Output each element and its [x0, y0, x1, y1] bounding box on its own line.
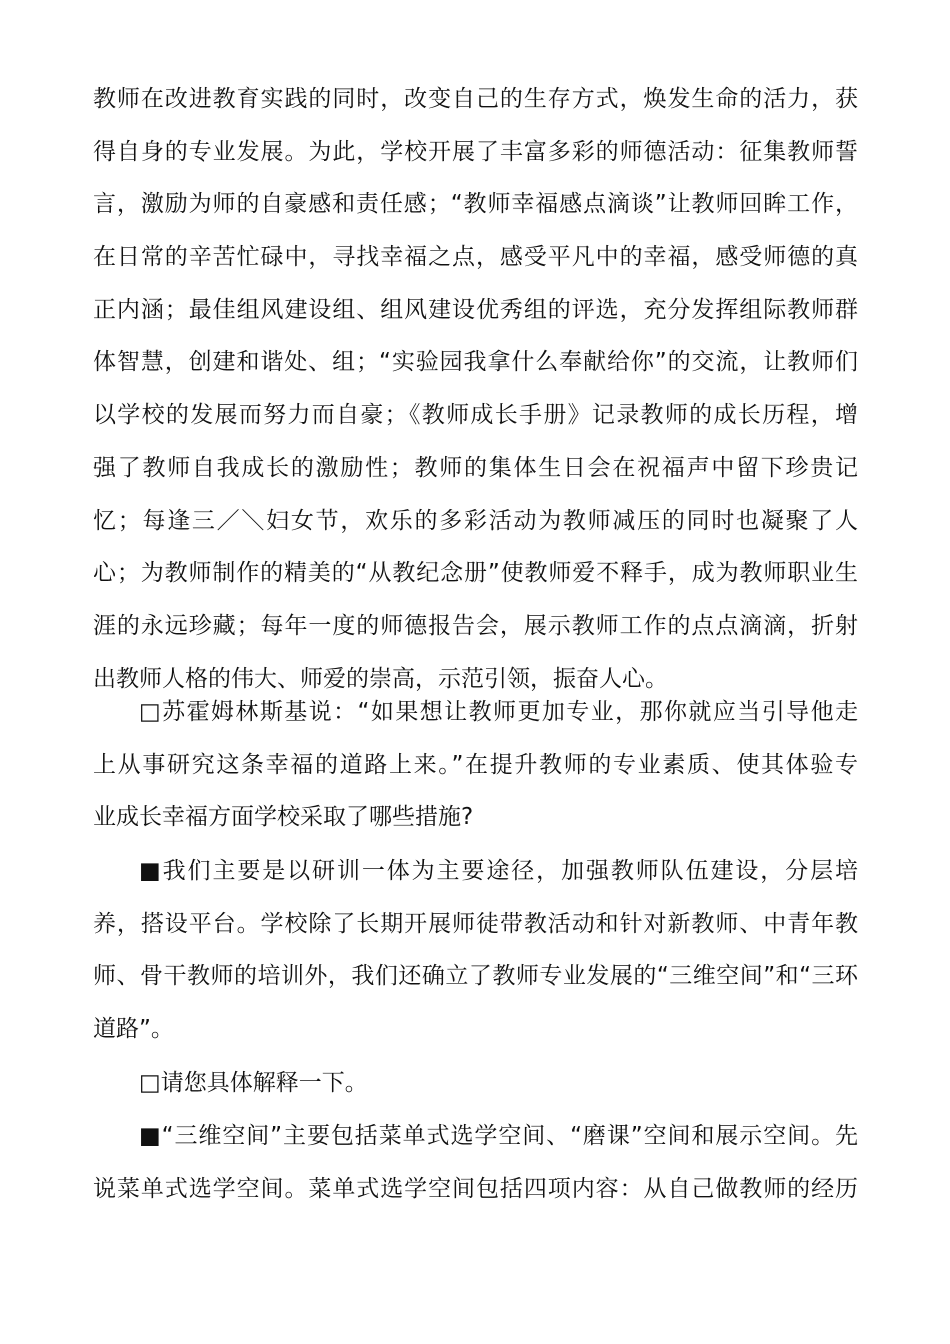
- paragraph-answer-three-spaces: [93, 1110, 858, 1215]
- text-line: □请您具体解释一下。: [139, 1070, 368, 1096]
- text-line: 言，激励为师的自豪感和责任感；“教师幸福感点滴谈”让教师回眸工作，: [93, 191, 858, 218]
- text-line: 出教师人格的伟大、师爱的崇高，示范引领，振奋人心。: [93, 665, 668, 692]
- text-line: ■“三维空间”主要包括菜单式选学空间、“磨课”空间和展示空间。先: [139, 1123, 858, 1149]
- text-line: 心；为教师制作的精美的“从教纪念册”使教师爱不释手，成为教师职业生: [93, 560, 858, 587]
- text-line: 涯的永远珍藏；每年一度的师德报告会，展示教师工作的点点滴滴，折射: [93, 612, 858, 639]
- paragraph-question-explain: [93, 1057, 858, 1110]
- text-line: 体智慧，创建和谐处、组；“实验园我拿什么奉献给你”的交流，让教师们: [93, 349, 858, 376]
- text-line: 得自身的专业发展。为此，学校开展了丰富多彩的师德活动：征集教师誓: [93, 138, 858, 165]
- text-line: □苏霍姆林斯基说：“如果想让教师更加专业，那你就应当引导他走: [139, 699, 858, 725]
- paragraph-answer-training: [93, 845, 858, 1056]
- text-line: 说菜单式选学空间。菜单式选学空间包括四项内容：从自己做教师的经历: [93, 1175, 858, 1202]
- text-line: 养，搭设平台。学校除了长期开展师徒带教活动和针对新教师、中青年教: [93, 910, 858, 937]
- text-line: 业成长幸福方面学校采取了哪些措施?: [93, 804, 474, 831]
- text-line: 正内涵；最佳组风建设组、组风建设优秀组的评选，充分发挥组际教师群: [93, 296, 858, 323]
- text-line: 师、骨干教师的培训外，我们还确立了教师专业发展的“三维空间”和“三环: [93, 963, 858, 990]
- text-line: 教师在改进教育实践的同时，改变自己的生存方式，焕发生命的活力，获: [93, 86, 858, 112]
- text-line: 以学校的发展而努力而自豪；《教师成长手册》记录教师的成长历程，增: [93, 402, 858, 429]
- text-line: 上从事研究这条幸福的道路上来。”在提升教师的专业素质、使其体验专: [93, 751, 858, 778]
- text-line: 强了教师自我成长的激励性；教师的集体生日会在祝福声中留下珍贵记: [93, 454, 858, 481]
- paragraph-teacher-ethics-activities: [93, 73, 858, 705]
- text-line: ■我们主要是以研训一体为主要途径，加强教师队伍建设，分层培: [139, 858, 858, 884]
- text-line: 在日常的辛苦忙碌中，寻找幸福之点，感受平凡中的幸福，感受师德的真: [93, 244, 858, 271]
- paragraph-question-sukhomlinsky: [93, 686, 858, 844]
- text-line: 忆；每逢三／＼妇女节，欢乐的多彩活动为教师减压的同时也凝聚了人: [93, 507, 858, 534]
- text-line: 道路”。: [93, 1016, 174, 1043]
